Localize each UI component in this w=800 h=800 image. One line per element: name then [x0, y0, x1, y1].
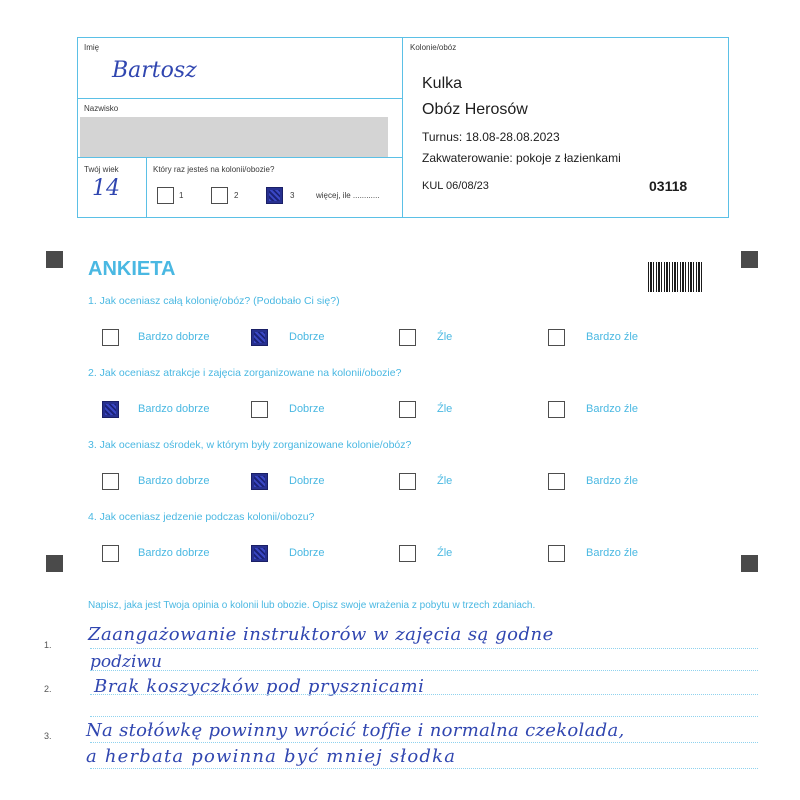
answer-2-number: 2. — [44, 684, 52, 694]
q1-option-bardzo-zle: Bardzo źle — [586, 331, 638, 343]
q4-option-bardzo-dobrze: Bardzo dobrze — [138, 547, 210, 559]
q3-option-bardzo-zle: Bardzo źle — [586, 475, 638, 487]
zakwaterowanie: Zakwaterowanie: pokoje z łazienkami — [422, 151, 621, 165]
q2-option-bardzo-dobrze: Bardzo dobrze — [138, 403, 210, 415]
answer-2-dotted-line-2 — [90, 716, 758, 717]
q3-checkbox-zle[interactable] — [399, 473, 416, 490]
answer-2-line-1[interactable]: Brak koszyczków pod prysznicami — [94, 676, 425, 697]
answer-3-dotted-line-1 — [90, 742, 758, 743]
q4-option-dobrze: Dobrze — [289, 547, 325, 559]
q4-option-bardzo-zle: Bardzo źle — [586, 547, 638, 559]
answer-1-dotted-line-2 — [90, 670, 758, 671]
q4-option-zle: Źle — [437, 547, 453, 559]
question-2-text: 2. Jak oceniasz atrakcje i zajęcia zorganizowane na kolonii/obozie? — [88, 367, 402, 379]
q4-checkbox-bardzo-zle[interactable] — [548, 545, 565, 562]
ktory-raz-checkbox-3[interactable] — [266, 187, 283, 204]
answer-3-dotted-line-2 — [90, 768, 758, 769]
ktory-raz-option-3: 3 — [290, 191, 295, 200]
header-divider-age — [146, 157, 147, 218]
q1-option-zle: Źle — [437, 331, 453, 343]
q3-option-dobrze: Dobrze — [289, 475, 325, 487]
registration-marker-top-right — [741, 251, 758, 268]
kolonie-label: Kolonie/obóz — [410, 43, 457, 52]
answer-3-line-2[interactable]: a herbata powinna być mniej słodka — [86, 746, 457, 767]
header-divider-2 — [77, 157, 402, 158]
answer-1-number: 1. — [44, 640, 52, 650]
ktory-raz-option-1: 1 — [179, 191, 184, 200]
q2-checkbox-bardzo-zle[interactable] — [548, 401, 565, 418]
turnus: Turnus: 18.08-28.08.2023 — [422, 130, 560, 144]
q2-option-bardzo-zle: Bardzo źle — [586, 403, 638, 415]
kolonie-name: Kulka — [422, 75, 463, 92]
q3-option-bardzo-dobrze: Bardzo dobrze — [138, 475, 210, 487]
q2-option-dobrze: Dobrze — [289, 403, 325, 415]
q2-checkbox-dobrze[interactable] — [251, 401, 268, 418]
barcode — [648, 262, 703, 292]
registration-marker-top-left — [46, 251, 63, 268]
ktory-raz-more: więcej, ile ............ — [316, 191, 380, 200]
nazwisko-redaction — [80, 117, 388, 157]
answer-3-line-1[interactable]: Na stołówkę powinny wrócić toffie i normalna czekolada, — [86, 720, 625, 741]
q1-checkbox-dobrze[interactable] — [251, 329, 268, 346]
q3-option-zle: Źle — [437, 475, 453, 487]
q1-checkbox-bardzo-zle[interactable] — [548, 329, 565, 346]
q4-checkbox-dobrze[interactable] — [251, 545, 268, 562]
nazwisko-label: Nazwisko — [84, 104, 119, 113]
question-3-text: 3. Jak oceniasz ośrodek, w którym były zorganizowane kolonie/obóz? — [88, 439, 412, 451]
oboz-name: Obóz Herosów — [422, 101, 528, 118]
header-divider-1 — [77, 98, 402, 99]
ktory-raz-option-2: 2 — [234, 191, 239, 200]
opinion-prompt: Napisz, jaka jest Twoja opinia o kolonii lub obozie. Opisz swoje wrażenia z pobytu w trzech zdaniach. — [88, 600, 536, 611]
answer-3-number: 3. — [44, 731, 52, 741]
q2-option-zle: Źle — [437, 403, 453, 415]
ktory-raz-checkbox-1[interactable] — [157, 187, 174, 204]
wiek-value[interactable]: 14 — [92, 176, 120, 201]
q1-checkbox-zle[interactable] — [399, 329, 416, 346]
answer-1-dotted-line-1 — [90, 648, 758, 649]
answer-1-line-1[interactable]: Zaangażowanie instruktorów w zajęcia są godne — [88, 624, 554, 645]
q3-checkbox-dobrze[interactable] — [251, 473, 268, 490]
survey-title: ANKIETA — [88, 258, 176, 280]
question-1-text: 1. Jak oceniasz całą kolonię/obóz? (Podobało Ci się?) — [88, 295, 340, 307]
q4-checkbox-bardzo-dobrze[interactable] — [102, 545, 119, 562]
q1-option-dobrze: Dobrze — [289, 331, 325, 343]
imie-label: Imię — [84, 43, 100, 52]
header-divider-vertical — [402, 37, 403, 218]
form-code: KUL 06/08/23 — [422, 180, 489, 192]
q2-checkbox-zle[interactable] — [399, 401, 416, 418]
form-number: 03118 — [649, 178, 688, 194]
registration-marker-bottom-right — [741, 555, 758, 572]
ktory-raz-label: Który raz jesteś na kolonii/obozie? — [153, 165, 275, 174]
registration-marker-bottom-left — [46, 555, 63, 572]
wiek-label: Twój wiek — [84, 165, 119, 174]
q3-checkbox-bardzo-zle[interactable] — [548, 473, 565, 490]
q3-checkbox-bardzo-dobrze[interactable] — [102, 473, 119, 490]
answer-1-line-2[interactable]: podziwu — [90, 652, 162, 672]
q4-checkbox-zle[interactable] — [399, 545, 416, 562]
q1-option-bardzo-dobrze: Bardzo dobrze — [138, 331, 210, 343]
q1-checkbox-bardzo-dobrze[interactable] — [102, 329, 119, 346]
answer-2-dotted-line-1 — [90, 694, 758, 695]
ktory-raz-checkbox-2[interactable] — [211, 187, 228, 204]
imie-value[interactable]: Bartosz — [112, 58, 197, 83]
question-4-text: 4. Jak oceniasz jedzenie podczas kolonii/obozu? — [88, 511, 315, 523]
q2-checkbox-bardzo-dobrze[interactable] — [102, 401, 119, 418]
